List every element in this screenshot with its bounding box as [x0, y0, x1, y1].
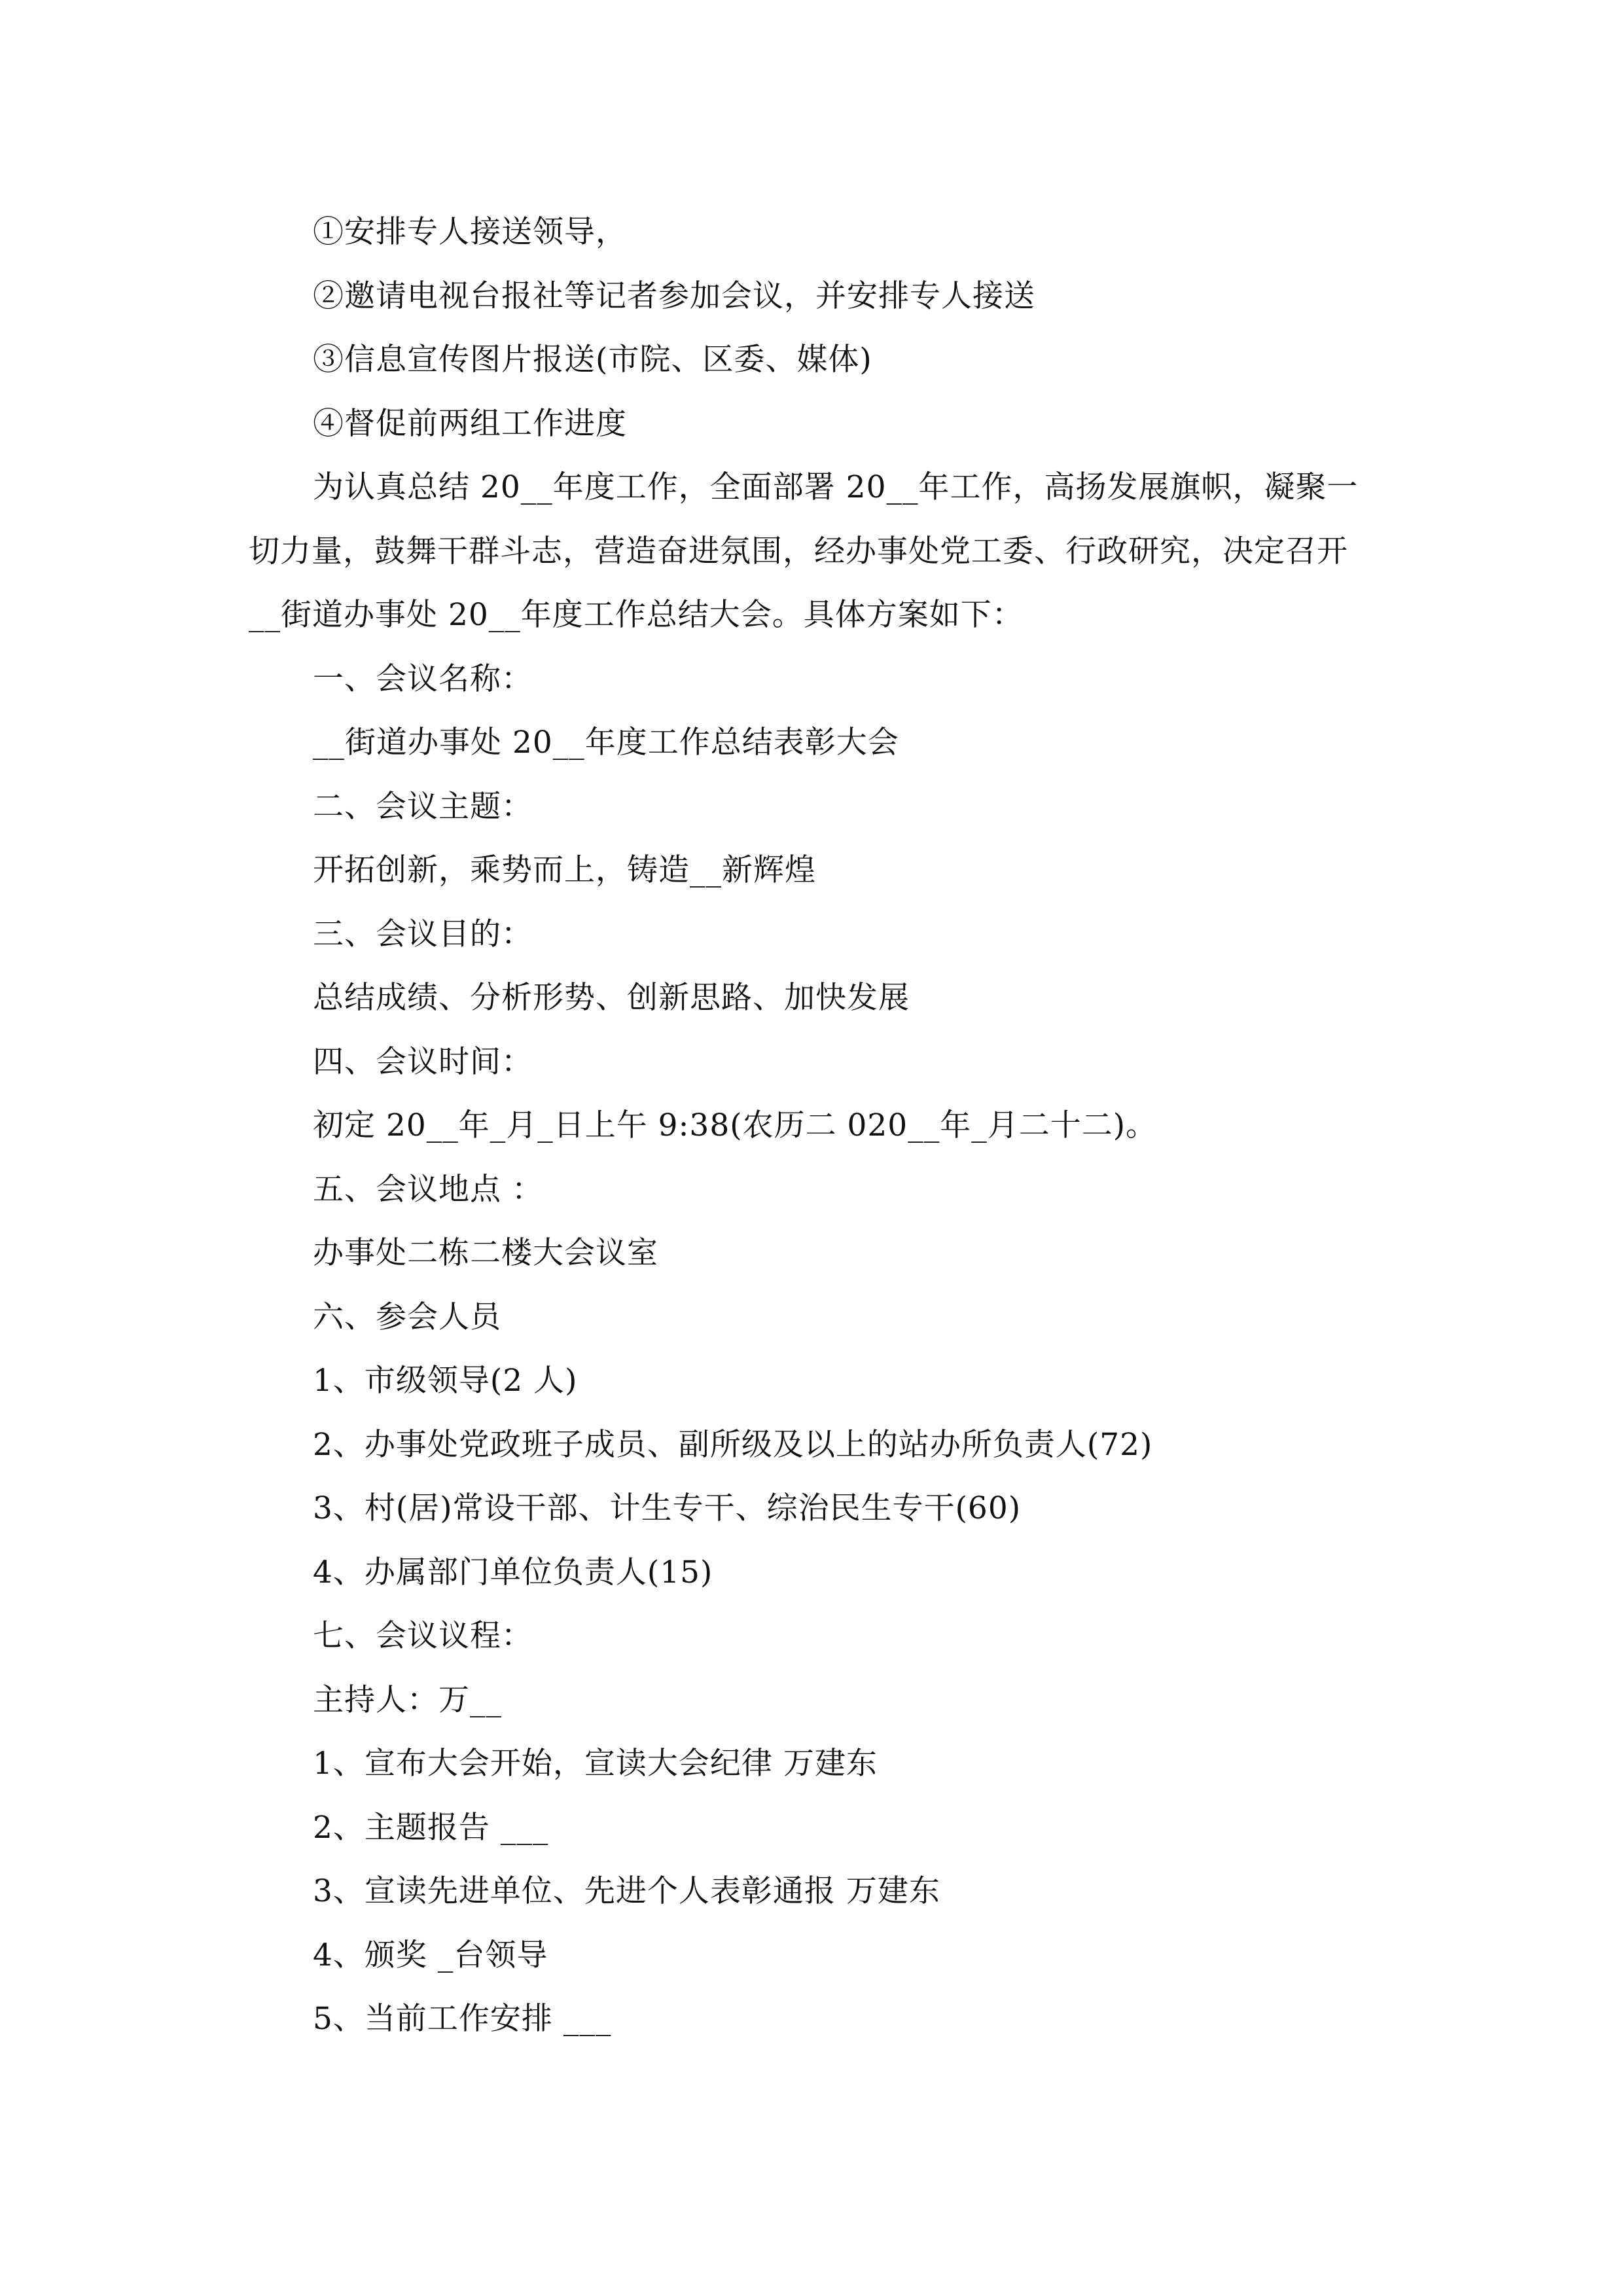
section-heading-time: 四、会议时间： — [313, 1043, 533, 1080]
task-item: ③信息宣传图片报送(市院、区委、媒体) — [313, 342, 872, 378]
attendee-item: 3、村(居)常设干部、计生专干、综治民生专干(60) — [313, 1490, 1022, 1526]
section-heading-agenda: 七、会议议程： — [313, 1618, 533, 1654]
section-heading-location: 五、会议地点 ： — [313, 1171, 543, 1208]
meeting-host: 主持人：万__ — [313, 1681, 502, 1718]
agenda-item: 4、颁奖 _台领导 — [313, 1937, 548, 1973]
agenda-item: 2、主题报告 ___ — [313, 1809, 549, 1846]
intro-paragraph-line: __街道办事处 20__年度工作总结大会。具体方案如下： — [249, 597, 1024, 633]
meeting-purpose: 总结成绩、分析形势、创新思路、加快发展 — [313, 980, 910, 1016]
section-heading-attendees: 六、参会人员 — [313, 1299, 501, 1335]
meeting-theme: 开拓创新，乘势而上，铸造__新辉煌 — [313, 852, 816, 888]
attendee-item: 1、市级领导(2 人) — [313, 1363, 578, 1399]
agenda-item: 3、宣读先进单位、先进个人表彰通报 万建东 — [313, 1873, 940, 1909]
meeting-name: __街道办事处 20__年度工作总结表彰大会 — [313, 725, 899, 761]
agenda-item: 1、宣布大会开始，宣读大会纪律 万建东 — [313, 1746, 878, 1782]
task-item: ②邀请电视台报社等记者参加会议，并安排专人接送 — [313, 278, 1035, 314]
intro-paragraph-line: 为认真总结 20__年度工作，全面部署 20__年工作，高扬发展旗帜，凝聚一 — [313, 469, 1359, 505]
agenda-item: 5、当前工作安排 ___ — [313, 2001, 612, 2037]
section-heading-theme: 二、会议主题： — [313, 788, 533, 825]
section-heading-name: 一、会议名称： — [313, 660, 533, 697]
document-body — [249, 200, 1381, 2051]
meeting-time: 初定 20__年_月_日上午 9:38(农历二 020__年_月二十二)。 — [313, 1107, 1158, 1143]
task-item: ①安排专人接送领导， — [313, 214, 627, 250]
task-item: ④督促前两组工作进度 — [313, 405, 627, 442]
intro-paragraph-line: 切力量，鼓舞干群斗志，营造奋进氛围，经办事处党工委、行政研究，决定召开 — [249, 533, 1348, 569]
attendee-item: 2、办事处党政班子成员、副所级及以上的站办所负责人(72) — [313, 1426, 1153, 1463]
attendee-item: 4、办属部门单位负责人(15) — [313, 1554, 713, 1590]
section-heading-purpose: 三、会议目的： — [313, 916, 533, 952]
meeting-location: 办事处二栋二楼大会议室 — [313, 1235, 658, 1271]
